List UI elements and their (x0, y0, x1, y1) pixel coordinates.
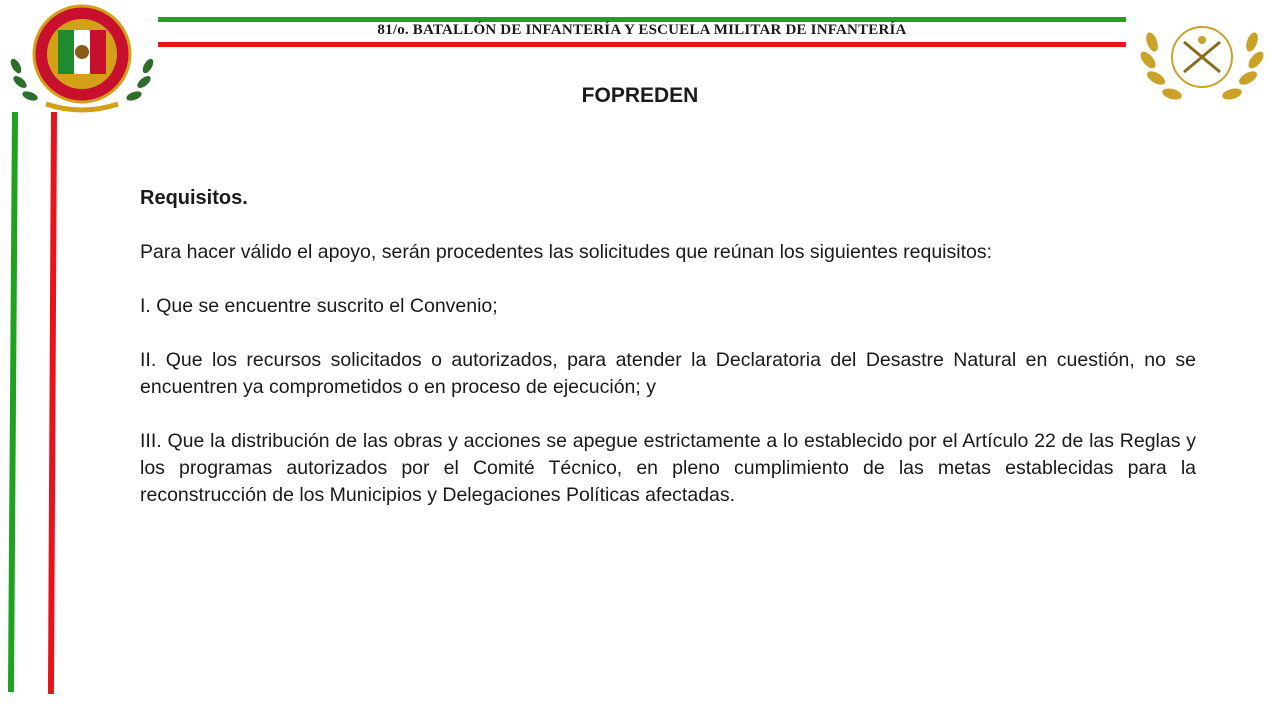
requirement-item-1: I. Que se encuentre suscrito el Convenio; (140, 295, 498, 317)
left-green-stripe (8, 112, 18, 692)
slide-title: FOPREDEN (581, 84, 699, 107)
header-title: 81/o. BATALLÓN DE INFANTERÍA Y ESCUELA MILITAR DE INFANTERÍA (377, 22, 907, 38)
header-red-stripe (158, 42, 1126, 47)
requirements-heading: Requisitos. (140, 187, 248, 209)
slide-body (140, 185, 1196, 536)
left-red-stripe (48, 112, 57, 694)
intro-paragraph: Para hacer válido el apoyo, serán procedentes las solicitudes que reúnan los siguientes requisitos: (140, 241, 993, 263)
requirement-item-2: II. Que los recursos solicitados o autorizados, para atender la Declaratoria del Desastre Natural en cuestión, no se encuentren ya comprometidos o en proceso de ejecución; y (140, 349, 1196, 398)
requirement-item-3: III. Que la distribución de las obras y acciones se apegue estrictamente a lo establecido por el Artículo 22 de las Reglas y los programas autorizados por el Comité Técnico, en pleno cumplimiento de las metas establecidas para la reconstrucción de los Municipios y Delegaciones Políticas afectadas. (140, 430, 1196, 506)
